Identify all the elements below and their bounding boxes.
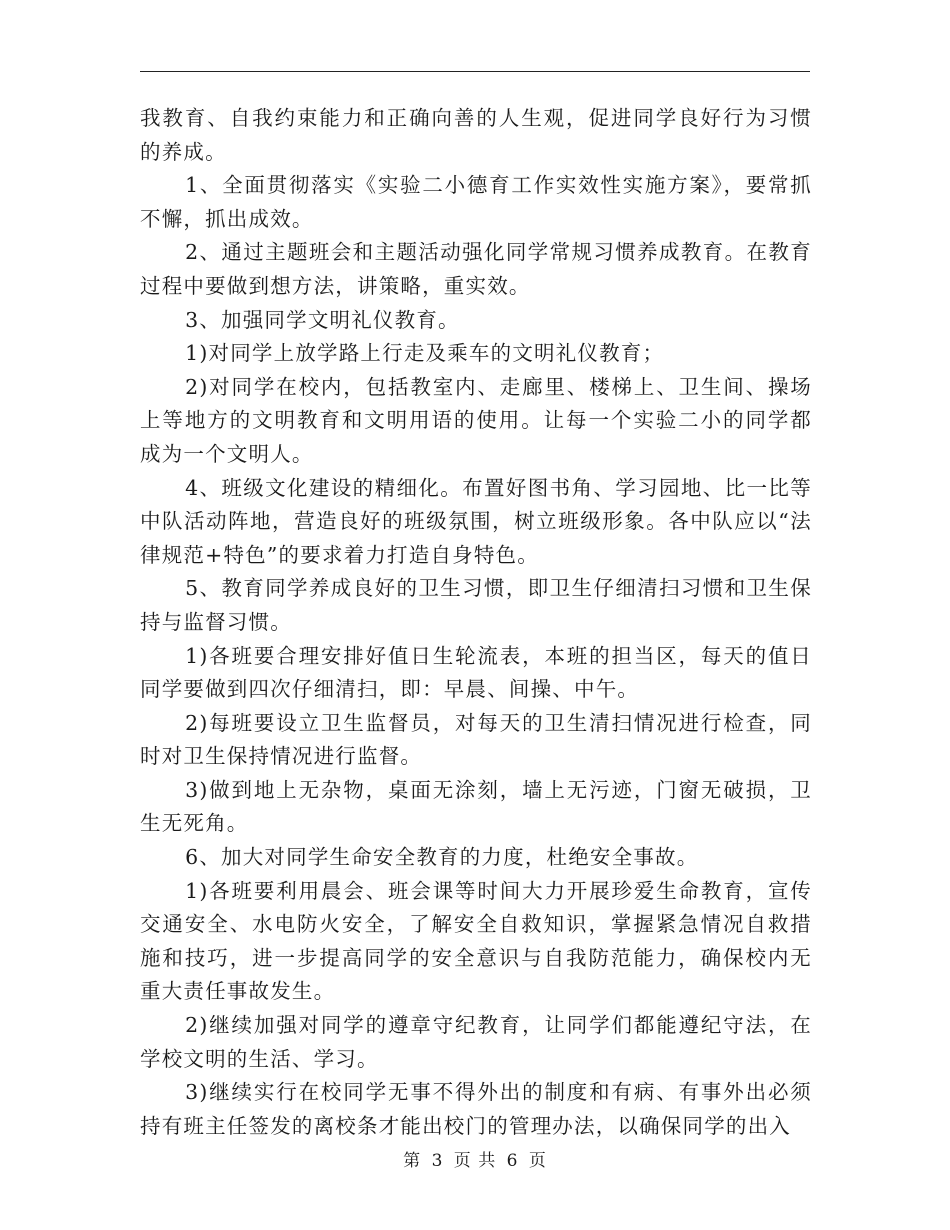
footer-prefix: 第	[403, 1151, 422, 1171]
footer-suffix: 页	[528, 1151, 547, 1171]
paragraph: 1)对同学上放学路上行走及乘车的文明礼仪教育；	[185, 341, 665, 366]
paragraph: 1)各班要利用晨会、班会课等时间大力开展珍爱生命教育，宣传交通安全、水电防火安全，了解安全自救知识，掌握紧急情况自救措施和技巧，进一步提高同学的安全意识与自我防范能力，确保校内无重大责任事故发生。	[140, 878, 812, 1004]
paragraph: 1、全面贯彻落实《实验二小德育工作实效性实施方案》，要常抓不懈，抓出成效。	[140, 173, 812, 231]
paragraph: 2)继续加强对同学的遵章守纪教育，让同学们都能遵纪守法，在学校文明的生活、学习。	[140, 1013, 812, 1071]
footer-current-page: 3	[431, 1151, 444, 1171]
paragraph: 我教育、自我约束能力和正确向善的人生观，促进同学良好行为习惯的养成。	[140, 106, 812, 164]
paragraph: 3)做到地上无杂物，桌面无涂刻，墙上无污迹，门窗无破损，卫生无死角。	[140, 777, 812, 836]
header-rule	[140, 71, 810, 72]
paragraph: 5、教育同学养成良好的卫生习惯，即卫生仔细清扫习惯和卫生保持与监督习惯。	[140, 576, 812, 634]
paragraph: 2)每班要设立卫生监督员，对每天的卫生清扫情况进行检查，同时对卫生保持情况进行监督。	[140, 710, 812, 769]
paragraph: 1)各班要合理安排好值日生轮流表，本班的担当区，每天的值日同学要做到四次仔细清扫，即：早晨、间操、中午。	[140, 643, 812, 702]
document-body	[140, 102, 812, 1143]
footer-total-pages: 6	[506, 1151, 519, 1171]
paragraph: 4、班级文化建设的精细化。布置好图书角、学习园地、比一比等中队活动阵地，营造良好的班级氛围，树立班级形象。各中队应以“法律规范+特色”的要求着力打造自身特色。	[140, 475, 812, 567]
paragraph: 3、加强同学文明礼仪教育。	[185, 307, 460, 332]
page-footer	[0, 1150, 950, 1172]
footer-middle: 页 共	[453, 1151, 497, 1171]
paragraph: 2)对同学在校内，包括教室内、走廊里、楼梯上、卫生间、操场上等地方的文明教育和文明用语的使用。让每一个实验二小的同学都成为一个文明人。	[140, 374, 812, 466]
paragraph: 2、通过主题班会和主题活动强化同学常规习惯养成教育。在教育过程中要做到想方法，讲策略，重实效。	[140, 240, 812, 298]
paragraph: 6、加大对同学生命安全教育的力度，杜绝安全事故。	[185, 845, 699, 870]
paragraph: 3)继续实行在校同学无事不得外出的制度和有病、有事外出必须持有班主任签发的离校条才能出校门的管理办法，以确保同学的出入	[140, 1080, 812, 1138]
